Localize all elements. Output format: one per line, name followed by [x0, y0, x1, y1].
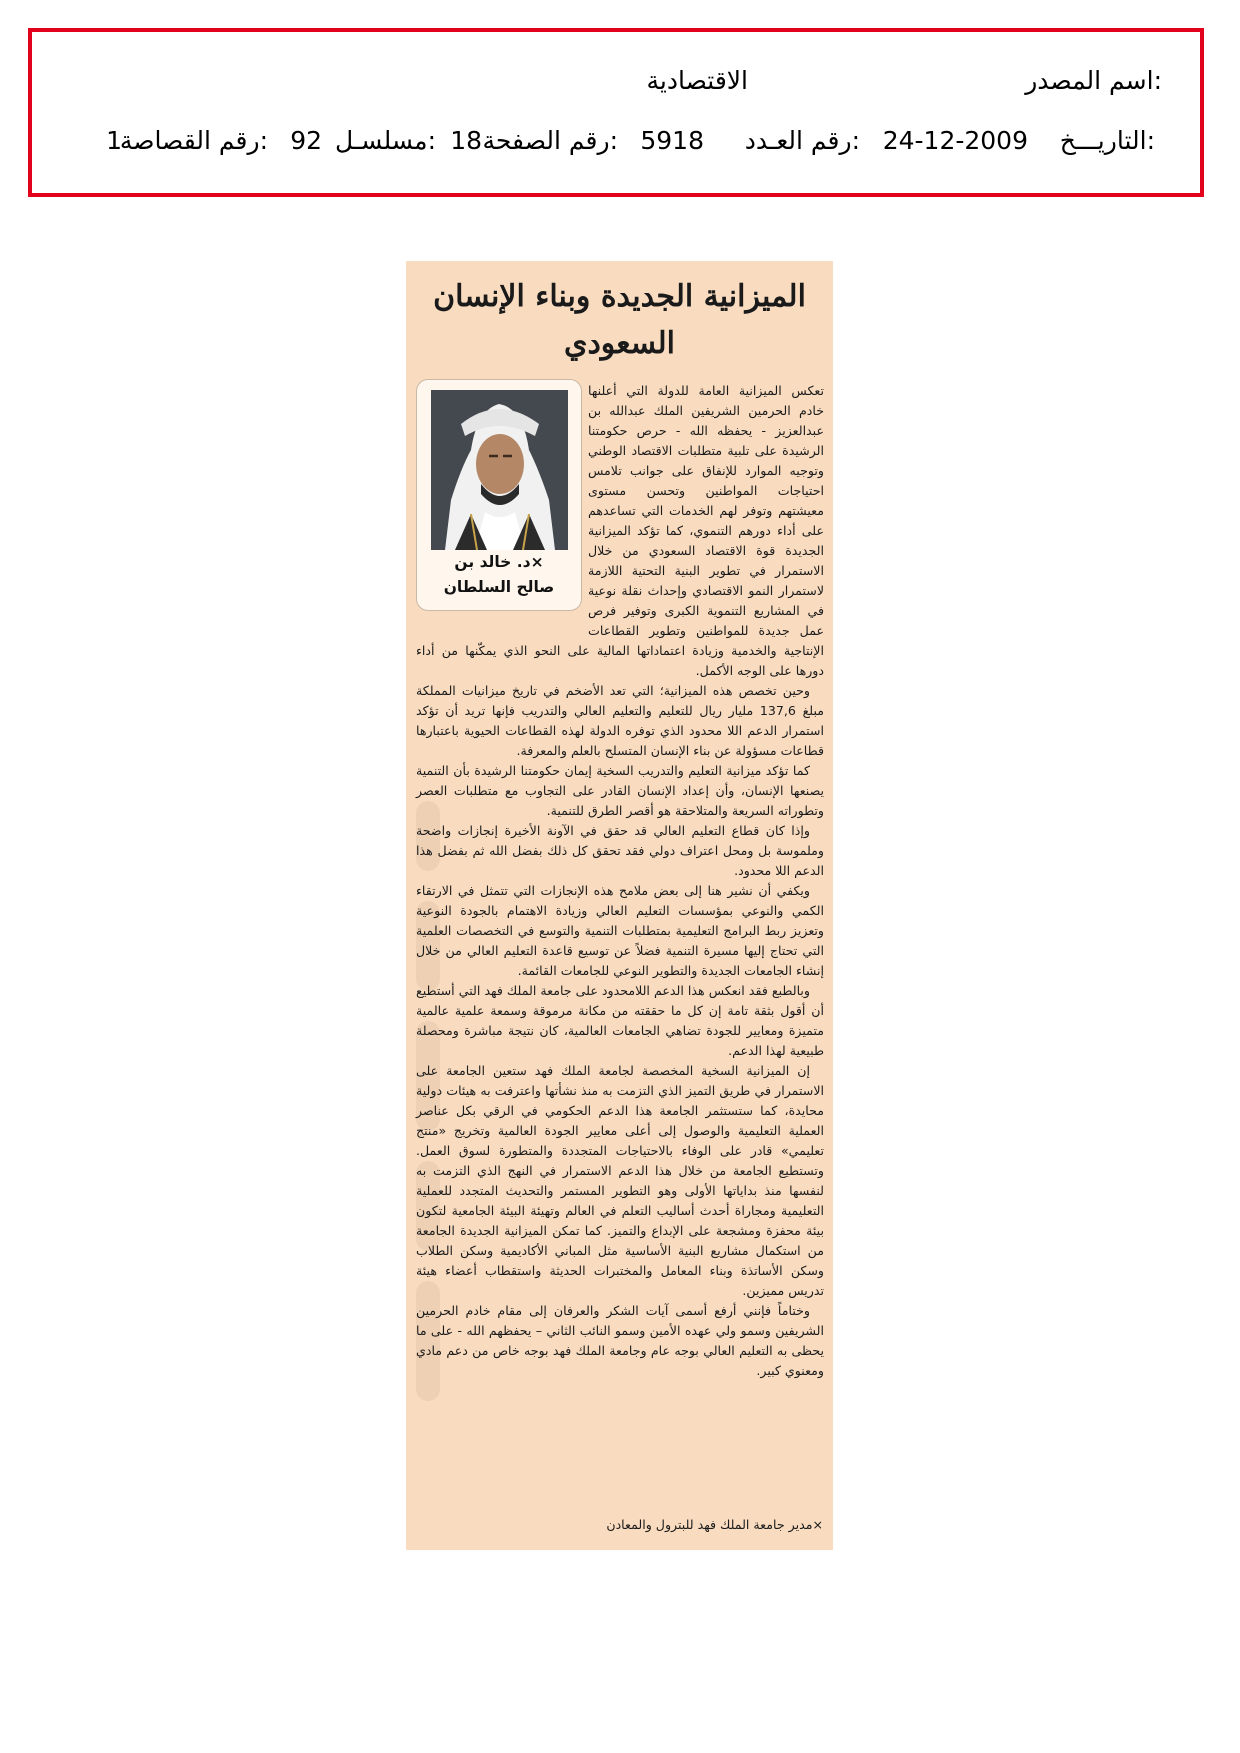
article-paragraph: وبالطبع فقد انعكس هذا الدعم اللامحدود على جامعة الملك فهد التي أستطيع أن أقول بثقة تامة إن كل ما حققته من مكانة مرموقة وسمعة علمية عالمية متميزة ومعايير للجودة تضاهي الجامعات العالمية، كان نتيجة مباشرة ومحصلة طبيعية لهذا الدعم.	[416, 983, 824, 1058]
author-footnote: ×مدير جامعة الملك فهد للبترول والمعادن	[606, 1517, 823, 1532]
serial-label: مسلسـل:	[335, 126, 436, 155]
article-paragraph: وختاماً فإنني أرفع أسمى آيات الشكر والعرفان إلى مقام خادم الحرمين الشريفين وسمو ولي عهده الأمين وسمو النائب الثاني – يحفظهم الله - على ما يحظى به التعليم العالي بوجه عام وجامعة الملك فهد بوجه خاص من دعم مادي ومعنوي كبير.	[416, 1303, 824, 1378]
date-value: 24-12-2009	[882, 126, 1028, 155]
page-value: 18	[450, 126, 482, 155]
article-title	[416, 273, 823, 367]
author-name-line-1: ×د. خالد بن	[454, 553, 544, 571]
clip-value: 1	[106, 126, 122, 155]
article-paragraph: ويكفي أن نشير هنا إلى بعض ملامح هذه الإنجازات التي تتمثل في الارتقاء الكمي والنوعي بمؤسسات التعليم العالي وزيادة الاهتمام بالجودة النوعية وتعزيز ربط البرامج التعليمية بمتطلبات التنمية والتوسع في التخصصات العلمية التي تحتاج إليها مسيرة التنمية فضلاً عن توسيع قاعدة التعليم العالي من خلال إنشاء الجامعات الجديدة والتطوير النوعي للجامعات القائمة.	[416, 883, 824, 978]
article-paragraph: إن الميزانية السخية المخصصة لجامعة الملك فهد ستعين الجامعة على الاستمرار في طريق التميز الذي التزمت به منذ نشأتها واعترفت به هيئات دولية محايدة، كما ستستثمر الجامعة هذا الدعم الحكومي في الرقي بكل عناصر العملية التعليمية والوصول إلى أعلى معايير الجودة العالمية وتخريج «منتج تعليمي» قادر على الوفاء بالاحتياجات المتجددة والمتطورة لسوق العمل. وتستطيع الجامعة من خلال هذا الدعم الاستمرار في النهج الذي التزمت به لنفسها منذ بداياتها الأولى وهو التطوير المستمر والتحديث المتجدد للعملية التعليمية ومجاراة أحدث أساليب التعلم في العالم وتهيئة البيئة الجامعية لتكون بيئة محفزة ومشجعة على الإبداع والتميز. كما تمكن الميزانية الجديدة الجامعة من استكمال مشاريع البنية الأساسية مثل المباني الأكاديمية وسكن الطلاب وسكن الأساتذة وبناء المعامل والمختبرات الحديثة واستقطاب أعضاء هيئة تدريس مميزين.	[416, 1063, 824, 1298]
article-paragraph: تعكس الميزانية العامة للدولة التي أعلنها خادم الحرمين الشريفين الملك عبدالله بن عبدالعزيز - يحفظه الله - حرص حكومتنا الرشيدة على تلبية متطلبات الاقتصاد الوطني وتوجيه الموارد للإنفاق على جوانب تلامس احتياجات المواطنين وتحسن مستوى معيشتهم وتوفر لهم الخدمات التي تساعدهم على أداء دورهم التنموي، كما تؤكد الميزانية الجديدة قوة الاقتصاد السعودي من خلال الاستمرار في تطوير البنية التحتية اللازمة لاستمرار النمو الاقتصادي وإحداث نقلة نوعية في المشاريع التنموية الكبرى وتوفير فرص عمل جديدة للمواطنين وتطوير القطاعات الإنتاجية والخدمية وزيادة اعتماداتها المالية على النحو الذي يمكّنها من أداء دورها على الوجه الأكمل.	[416, 383, 824, 678]
source-label: اسم المصدر:	[1025, 66, 1162, 95]
article-title-line-2: السعودي	[563, 326, 676, 361]
page-label: رقم الصفحة:	[482, 126, 618, 155]
newspaper-article	[406, 261, 833, 1550]
author-name-line-2: صالح السلطان	[443, 578, 555, 596]
article-paragraph: كما تؤكد ميزانية التعليم والتدريب السخية إيمان حكومتنا الرشيدة بأن التنمية يصنعها الإنسان، وأن إعداد الإنسان القادر على التجاوب مع متطلبات العصر وتطوراته السريعة والمتلاحقة هو أقصر الطرق للتنمية.	[416, 763, 824, 818]
article-paragraph: وحين تخصص هذه الميزانية؛ التي تعد الأضخم في تاريخ ميزانيات المملكة مبلغ 137,6 مليار ريال للتعليم والتعليم العالي والتدريب فإنها تريد أن تؤكد استمرار الدعم اللا محدود الذي توفره الدولة لهذه القطاعات الحيوية باعتبارها قطاعات مسؤولة عن بناء الإنسان المتسلح بالعلم والمعرفة.	[416, 683, 825, 758]
clip-label: رقم القصاصة:	[119, 126, 268, 155]
article-title-line-1: الميزانية الجديدة وبناء الإنسان	[433, 279, 806, 314]
source-value: الاقتصادية	[646, 66, 748, 95]
serial-value: 92	[290, 126, 322, 155]
article-paragraph: وإذا كان قطاع التعليم العالي قد حقق في الآونة الأخيرة إنجازات واضحة وملموسة بل ومحل اعتراف دولي فقد تحقق كل ذلك بفضل الله ثم بفضل هذا الدعم اللا محدود.	[416, 823, 824, 878]
issue-label: رقم العـدد:	[744, 126, 860, 155]
date-label: التاريـــخ:	[1059, 126, 1155, 155]
clipping-info-frame	[28, 28, 1204, 197]
photo-spacer	[416, 381, 588, 626]
issue-value: 5918	[640, 126, 704, 155]
article-body	[416, 381, 824, 1381]
